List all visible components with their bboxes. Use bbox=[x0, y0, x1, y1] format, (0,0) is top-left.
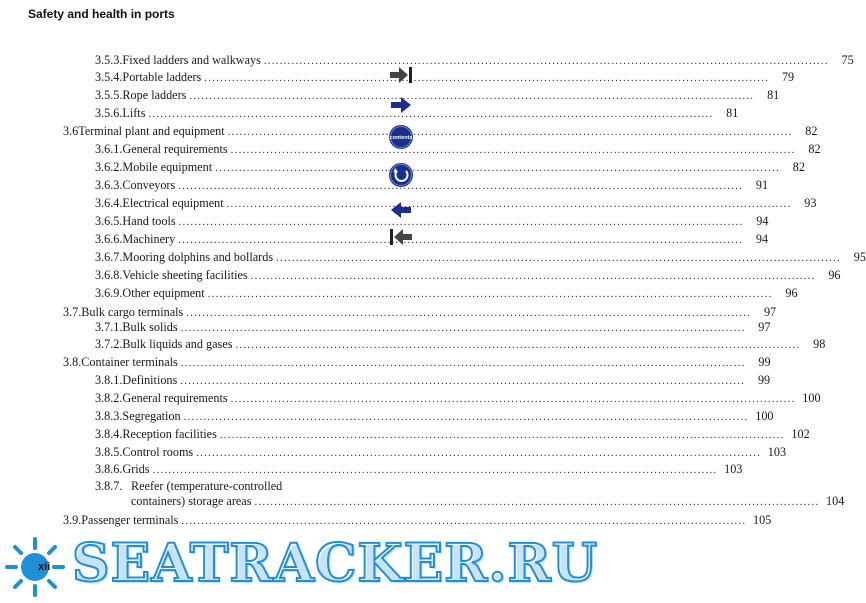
toc-page: 94 bbox=[756, 214, 769, 228]
toc-title: Reefer (temperature-controlled bbox=[131, 479, 283, 493]
toc-title: Other equipment bbox=[122, 286, 205, 300]
toc-number: 3.8. bbox=[63, 355, 82, 369]
toc-page: 99 bbox=[757, 373, 771, 387]
toc-number: 3.8.5. bbox=[95, 445, 123, 459]
toc-number: 3.6.3. bbox=[95, 178, 123, 192]
toc-entry-first-line[interactable] bbox=[95, 479, 282, 494]
toc-entry[interactable] bbox=[95, 53, 854, 68]
toc-leader bbox=[231, 143, 796, 157]
toc-entry[interactable] bbox=[95, 320, 771, 335]
toc-leader bbox=[181, 356, 746, 370]
toc-number: 3.5.4. bbox=[95, 70, 123, 84]
toc-page: 91 bbox=[755, 178, 769, 192]
toc-entry[interactable] bbox=[95, 196, 817, 211]
toc-title: Mooring dolphins and bollards bbox=[122, 250, 274, 264]
toc-title-continued: containers) storage areas bbox=[131, 494, 252, 508]
toc-leader bbox=[181, 514, 746, 528]
toc-leader bbox=[179, 215, 744, 229]
toc-number: 3.6.9. bbox=[95, 286, 123, 300]
toc-number: 3.6.1. bbox=[95, 142, 123, 156]
previous-page-icon[interactable] bbox=[388, 201, 414, 219]
toc-page: 99 bbox=[758, 355, 771, 369]
toc-title: Electrical equipment bbox=[122, 196, 224, 210]
toc-page: 102 bbox=[791, 427, 810, 441]
toc-entry[interactable] bbox=[95, 337, 826, 352]
toc-number: 3.7.2. bbox=[95, 337, 123, 351]
toc-number: 3.6.6. bbox=[95, 232, 123, 246]
toc-leader bbox=[178, 179, 743, 193]
contents-icon[interactable] bbox=[388, 124, 414, 150]
toc-number: 3.7.1. bbox=[95, 320, 123, 334]
toc-title: Fixed ladders and walkways bbox=[122, 53, 261, 67]
toc-entry[interactable] bbox=[95, 391, 821, 406]
toc-leader bbox=[235, 338, 800, 352]
toc-page: 93 bbox=[804, 196, 817, 210]
toc-page: 94 bbox=[755, 232, 769, 246]
toc-title: Passenger terminals bbox=[81, 513, 179, 527]
toc-page: 81 bbox=[767, 88, 780, 102]
toc-entry[interactable] bbox=[95, 88, 780, 103]
toc-title: Container terminals bbox=[81, 355, 178, 369]
toc-number: 3.6.8. bbox=[95, 268, 123, 282]
toc-title: Reception facilities bbox=[122, 427, 217, 441]
toc-number: 3.5.3. bbox=[95, 53, 123, 67]
toc-title: Segregation bbox=[122, 409, 181, 423]
last-page-icon[interactable] bbox=[388, 66, 414, 84]
toc-title: Conveyors bbox=[122, 178, 176, 192]
toc-page: 104 bbox=[826, 494, 845, 508]
toc-number: 3.6 bbox=[63, 124, 79, 138]
toc-leader bbox=[184, 410, 749, 424]
toc-entry[interactable] bbox=[63, 513, 772, 528]
toc-page: 82 bbox=[805, 124, 818, 138]
toc-number: 3.6.4. bbox=[95, 196, 123, 210]
toc-leader bbox=[227, 197, 792, 211]
toc-leader bbox=[276, 251, 841, 265]
toc-leader bbox=[228, 125, 793, 139]
toc-number: 3.6.7. bbox=[95, 250, 123, 264]
toc-page: 75 bbox=[841, 53, 854, 67]
toc-title: Vehicle sheeting facilities bbox=[122, 268, 248, 282]
toc-leader bbox=[186, 306, 751, 320]
toc-title: Hand tools bbox=[122, 214, 176, 228]
toc-title: Machinery bbox=[122, 232, 176, 246]
toc-number: 3.5.5. bbox=[95, 88, 123, 102]
toc-title: General requirements bbox=[122, 391, 228, 405]
toc-page: 81 bbox=[726, 106, 739, 120]
toc-title: Rope ladders bbox=[122, 88, 187, 102]
toc-page: 95 bbox=[853, 250, 866, 264]
next-page-icon[interactable] bbox=[388, 96, 414, 114]
toc-number: 3.8.3. bbox=[95, 409, 123, 423]
toc-title: Mobile equipment bbox=[122, 160, 213, 174]
contents-icon-label: contents bbox=[389, 135, 413, 141]
toc-leader bbox=[220, 428, 785, 442]
back-icon[interactable] bbox=[388, 162, 414, 188]
toc-page: 100 bbox=[802, 391, 821, 405]
toc-title: Grids bbox=[122, 462, 150, 476]
toc-entry[interactable] bbox=[95, 160, 805, 175]
toc-title: Control rooms bbox=[122, 445, 194, 459]
toc-number: 3.9. bbox=[63, 513, 82, 527]
toc-title: Bulk cargo terminals bbox=[81, 305, 184, 319]
toc-entry[interactable] bbox=[95, 142, 821, 157]
toc-leader bbox=[215, 161, 780, 175]
toc-leader bbox=[189, 89, 754, 103]
toc-entry[interactable] bbox=[95, 286, 798, 301]
toc-page: 105 bbox=[753, 513, 772, 527]
toc-leader bbox=[153, 463, 718, 477]
toc-page: 79 bbox=[781, 70, 795, 84]
toc-entry[interactable] bbox=[95, 373, 771, 388]
toc-leader bbox=[251, 269, 816, 283]
toc-leader bbox=[181, 321, 746, 335]
toc-leader bbox=[178, 233, 743, 247]
running-header: Safety and health in ports bbox=[28, 7, 175, 21]
page-number: xii bbox=[38, 561, 51, 573]
toc-page: 97 bbox=[758, 320, 771, 334]
toc-number: 3.5.6. bbox=[95, 106, 123, 120]
toc-number: 3.6.5. bbox=[95, 214, 123, 228]
toc-page: 82 bbox=[808, 142, 821, 156]
watermark-text: SEATRACKER.RU bbox=[72, 533, 599, 594]
toc-number: 3.6.2. bbox=[95, 160, 123, 174]
toc-page: 103 bbox=[724, 462, 743, 476]
toc-number: 3.7. bbox=[63, 305, 82, 319]
toc-page: 96 bbox=[785, 286, 798, 300]
toc-entry[interactable] bbox=[63, 355, 771, 370]
toc-leader bbox=[208, 287, 773, 301]
watermark-logo-icon bbox=[4, 536, 66, 603]
toc-leader bbox=[148, 107, 713, 121]
toc-leader bbox=[254, 495, 819, 509]
toc-leader bbox=[264, 54, 829, 68]
toc-number: 3.8.6. bbox=[95, 462, 123, 476]
toc-entry[interactable] bbox=[95, 445, 787, 460]
toc-leader bbox=[196, 446, 761, 460]
toc-entry[interactable] bbox=[95, 106, 739, 121]
toc-title: Definitions bbox=[122, 373, 178, 387]
toc-entry[interactable] bbox=[95, 268, 841, 283]
first-page-icon[interactable] bbox=[388, 228, 414, 246]
toc-entry[interactable] bbox=[95, 427, 810, 442]
toc-page: 100 bbox=[755, 409, 774, 423]
toc-entry[interactable] bbox=[63, 305, 777, 320]
toc-entry[interactable] bbox=[95, 409, 774, 424]
toc-leader bbox=[231, 392, 796, 406]
toc-entry[interactable] bbox=[95, 232, 769, 247]
toc-page: 98 bbox=[813, 337, 826, 351]
toc-entry[interactable] bbox=[95, 462, 743, 477]
toc-title: General requirements bbox=[122, 142, 228, 156]
toc-title: Lifts bbox=[122, 106, 146, 120]
toc-title: Terminal plant and equipment bbox=[78, 124, 225, 138]
toc-title: Portable ladders bbox=[122, 70, 202, 84]
toc-title: Bulk solids bbox=[122, 320, 178, 334]
toc-number: 3.8.4. bbox=[95, 427, 123, 441]
toc-entry-continuation[interactable] bbox=[131, 494, 845, 509]
toc-title: Bulk liquids and gases bbox=[122, 337, 233, 351]
toc-leader bbox=[204, 71, 769, 85]
toc-page: 103 bbox=[767, 445, 787, 459]
toc-number: 3.8.1. bbox=[95, 373, 123, 387]
toc-entry[interactable] bbox=[95, 178, 769, 193]
toc-entry[interactable] bbox=[95, 250, 866, 265]
toc-leader bbox=[180, 374, 745, 388]
toc-entry[interactable] bbox=[95, 214, 769, 229]
toc-page: 82 bbox=[792, 160, 805, 174]
toc-page: 97 bbox=[763, 305, 777, 319]
toc-number: 3.8.2. bbox=[95, 391, 123, 405]
toc-number: 3.8.7. bbox=[95, 479, 123, 493]
toc-entry[interactable] bbox=[95, 70, 795, 85]
toc-page: 96 bbox=[828, 268, 841, 282]
